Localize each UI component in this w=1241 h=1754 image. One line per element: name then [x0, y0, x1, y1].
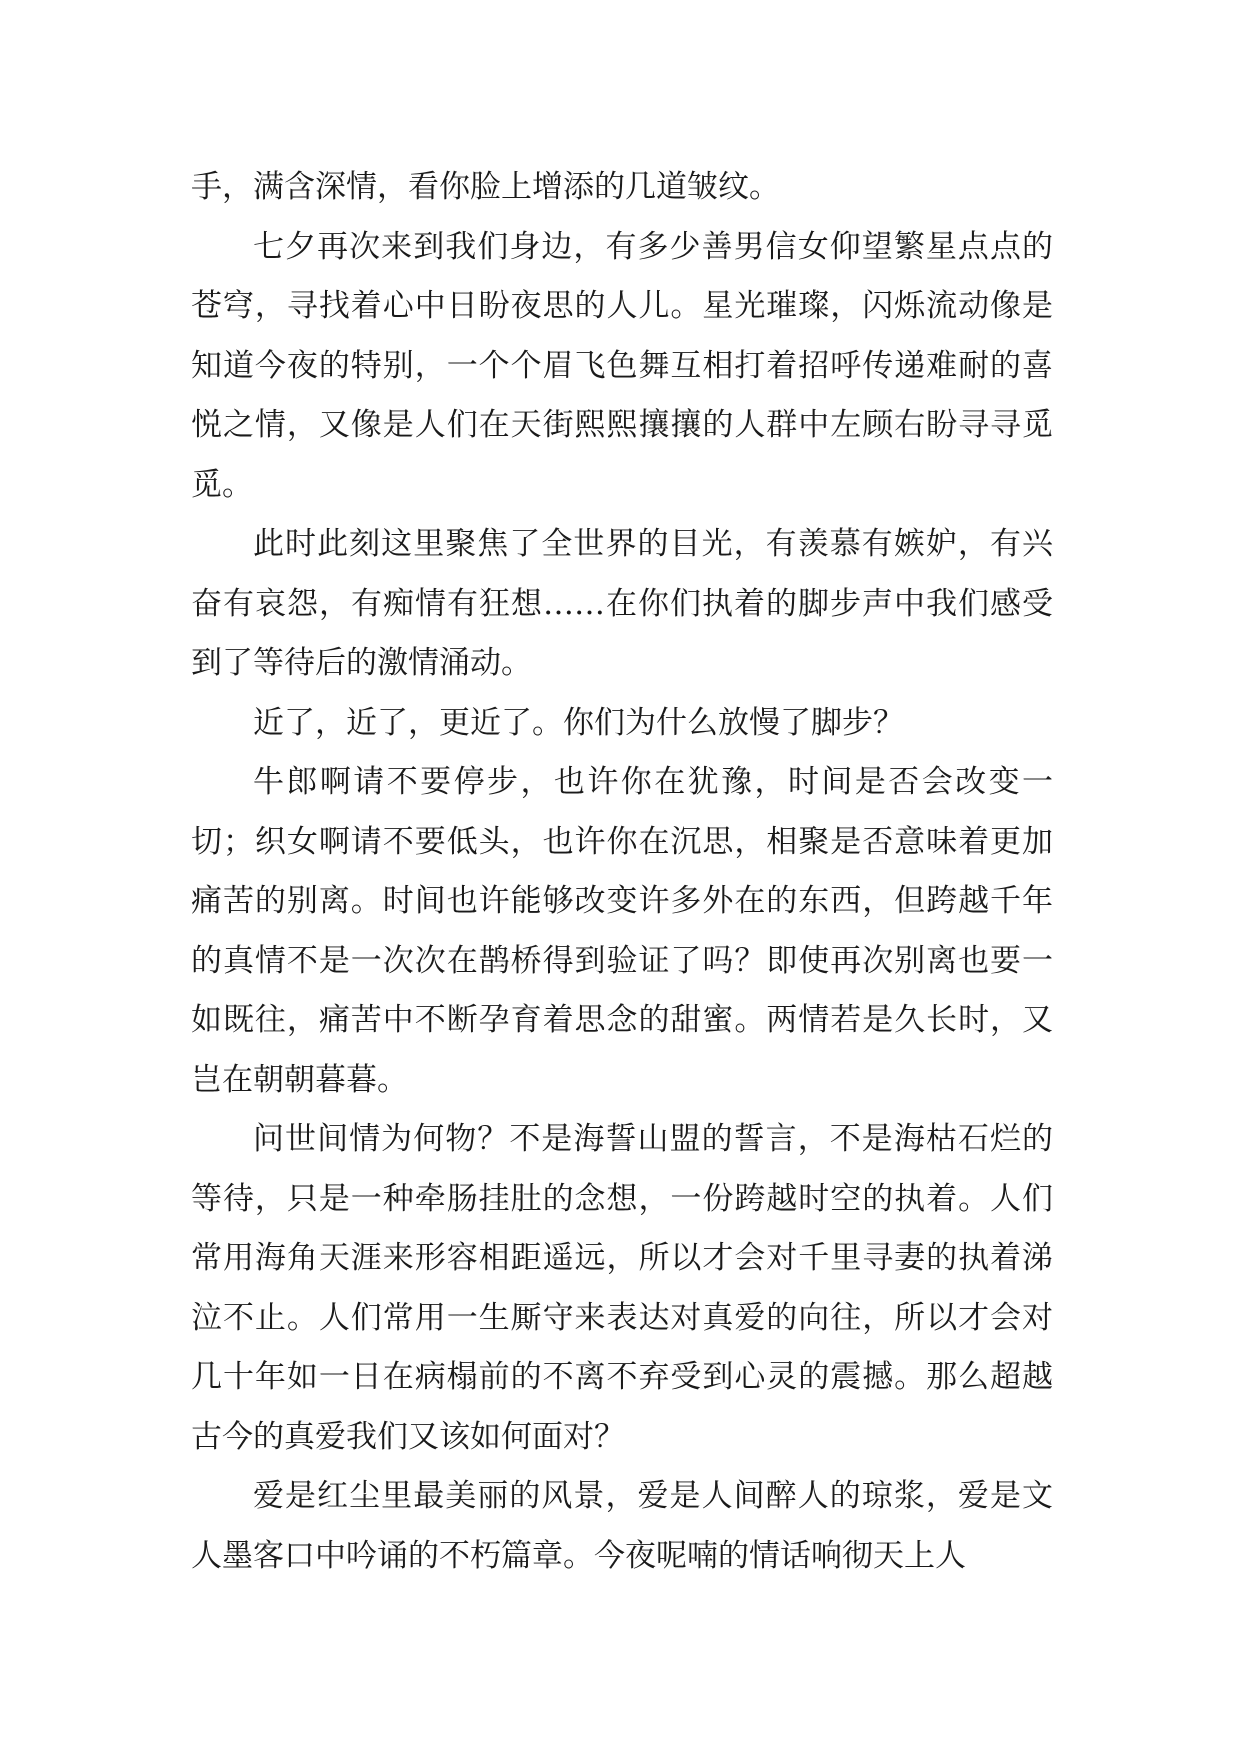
body-text: [191, 158, 1053, 1586]
paragraph-continued: 手，满含深情，看你脸上增添的几道皱纹。: [191, 169, 780, 205]
paragraph-world-gaze: 此时此刻这里聚焦了全世界的目光，有羡慕有嫉妒，有兴奋有哀怨，有痴情有狂想……在你们执着的脚步声中我们感受到了等待后的激情涌动。: [191, 526, 1053, 681]
paragraph-closer: 近了，近了，更近了。你们为什么放慢了脚步？: [253, 704, 904, 741]
paragraph-love-scenery: 爱是红尘里最美丽的风景，爱是人间醉人的琼浆，爱是文人墨客口中吟诵的不朽篇章。今夜呢喃的情话响彻天上人: [191, 1478, 1053, 1574]
paragraph-qixi-arrival: 七夕再次来到我们身边，有多少善男信女仰望繁星点点的苍穹，寻找着心中日盼夜思的人儿。星光璀璨，闪烁流动像是知道今夜的特别，一个个眉飞色舞互相打着招呼传递难耐的喜悦之情，又像是人们在天街熙熙攘攘的人群中左顾右盼寻寻觅觅。: [191, 228, 1053, 503]
paragraph-cowherd-weaver: 牛郎啊请不要停步，也许你在犹豫，时间是否会改变一切；织女啊请不要低头，也许你在沉思，相聚是否意味着更加痛苦的别离。时间也许能够改变许多外在的东西，但跨越千年的真情不是一次次在鹊桥得到验证了吗？即使再次别离也要一如既往，痛苦中不断孕育着思念的甜蜜。两情若是久长时，又岂在朝朝暮暮。: [191, 764, 1053, 1098]
paragraph-what-is-love: 问世间情为何物？不是海誓山盟的誓言，不是海枯石烂的等待，只是一种牵肠挂肚的念想，一份跨越时空的执着。人们常用海角天涯来形容相距遥远，所以才会对千里寻妻的执着涕泣不止。人们常用一生厮守来表达对真爱的向往，所以才会对几十年如一日在病榻前的不离不弃受到心灵的震撼。那么超越古今的真爱我们又该如何面对？: [191, 1121, 1053, 1455]
